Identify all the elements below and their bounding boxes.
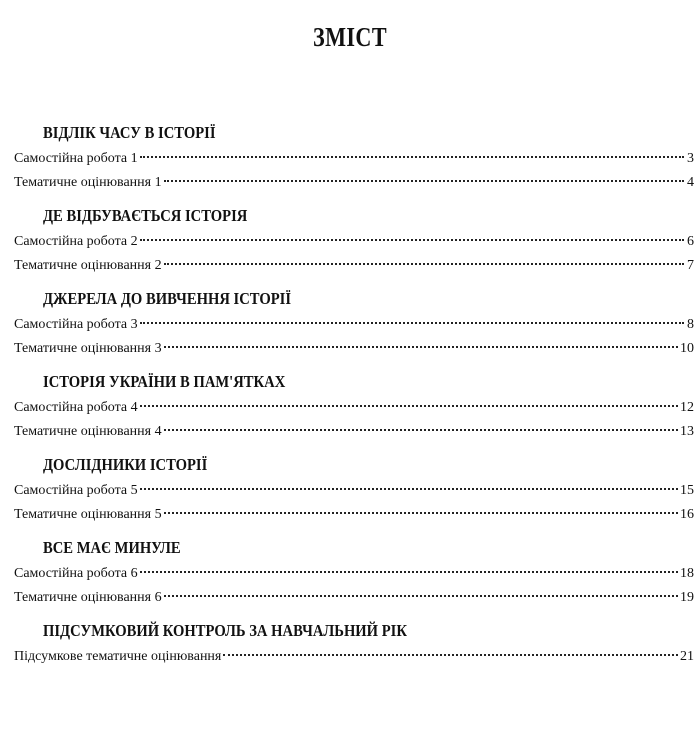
entry-label: Самостійна робота 2 [14, 234, 138, 249]
entry-label: Підсумкове тематичне оцінювання [14, 649, 222, 664]
page-number: 3 [687, 151, 694, 166]
page-number: 16 [680, 507, 694, 522]
toc-section [14, 367, 694, 444]
toc-section [14, 450, 694, 527]
page-number: 10 [680, 341, 694, 356]
toc-entry[interactable] [14, 420, 694, 444]
entry-label: Тематичне оцінювання 4 [14, 424, 162, 439]
page-number: 8 [687, 317, 694, 332]
entry-label: Тематичне оцінювання 5 [14, 507, 162, 522]
toc-section [14, 533, 694, 610]
dot-leader [164, 263, 684, 265]
dot-leader [140, 571, 678, 573]
entry-label: Тематичне оцінювання 1 [14, 175, 162, 190]
dot-leader [164, 512, 678, 514]
dot-leader [164, 429, 678, 431]
toc-entry[interactable] [14, 396, 694, 420]
dot-leader [140, 322, 684, 324]
page-number: 21 [680, 649, 694, 664]
dot-leader [164, 346, 678, 348]
page-number: 4 [687, 175, 694, 190]
page-number: 13 [680, 424, 694, 439]
page-number: 7 [687, 258, 694, 273]
section-heading: ВСЕ МАЄ МИНУЛЕ [43, 538, 181, 557]
toc-entry[interactable] [14, 337, 694, 361]
dot-leader [164, 595, 678, 597]
entry-label: Самостійна робота 4 [14, 400, 138, 415]
page-number: 18 [680, 566, 694, 581]
section-heading: ІСТОРІЯ УКРАЇНИ В ПАМ'ЯТКАХ [43, 372, 286, 391]
toc-entry[interactable] [14, 147, 694, 171]
entry-label: Самостійна робота 6 [14, 566, 138, 581]
entry-label: Тематичне оцінювання 3 [14, 341, 162, 356]
toc-entry[interactable] [14, 254, 694, 278]
entry-label: Тематичне оцінювання 6 [14, 590, 162, 605]
dot-leader [223, 654, 678, 656]
entry-label: Тематичне оцінювання 2 [14, 258, 162, 273]
toc-section [14, 201, 694, 278]
dot-leader [140, 239, 684, 241]
section-heading: ДЕ ВІДБУВАЄТЬСЯ ІСТОРІЯ [43, 206, 248, 225]
page-number: 15 [680, 483, 694, 498]
toc-section [14, 616, 694, 669]
toc-entry[interactable] [14, 171, 694, 195]
page-title: ЗМІСТ [312, 22, 388, 52]
toc-section [14, 284, 694, 361]
table-of-contents [14, 118, 694, 669]
entry-label: Самостійна робота 3 [14, 317, 138, 332]
toc-entry[interactable] [14, 479, 694, 503]
toc-entry[interactable] [14, 230, 694, 254]
dot-leader [140, 156, 684, 158]
section-heading: ПІДСУМКОВИЙ КОНТРОЛЬ ЗА НАВЧАЛЬНИЙ РІК [43, 621, 407, 640]
entry-label: Самостійна робота 1 [14, 151, 138, 166]
page-number: 19 [680, 590, 694, 605]
dot-leader [164, 180, 684, 182]
toc-section [14, 118, 694, 195]
toc-entry[interactable] [14, 503, 694, 527]
entry-label: Самостійна робота 5 [14, 483, 138, 498]
dot-leader [140, 405, 678, 407]
dot-leader [140, 488, 678, 490]
toc-entry[interactable] [14, 645, 694, 669]
section-heading: ДЖЕРЕЛА ДО ВИВЧЕННЯ ІСТОРІЇ [43, 289, 292, 308]
toc-entry[interactable] [14, 562, 694, 586]
section-heading: ВІДЛІК ЧАСУ В ІСТОРІЇ [43, 123, 216, 142]
section-heading: ДОСЛІДНИКИ ІСТОРІЇ [43, 455, 208, 474]
page-number: 6 [687, 234, 694, 249]
toc-entry[interactable] [14, 586, 694, 610]
toc-entry[interactable] [14, 313, 694, 337]
page-number: 12 [680, 400, 694, 415]
